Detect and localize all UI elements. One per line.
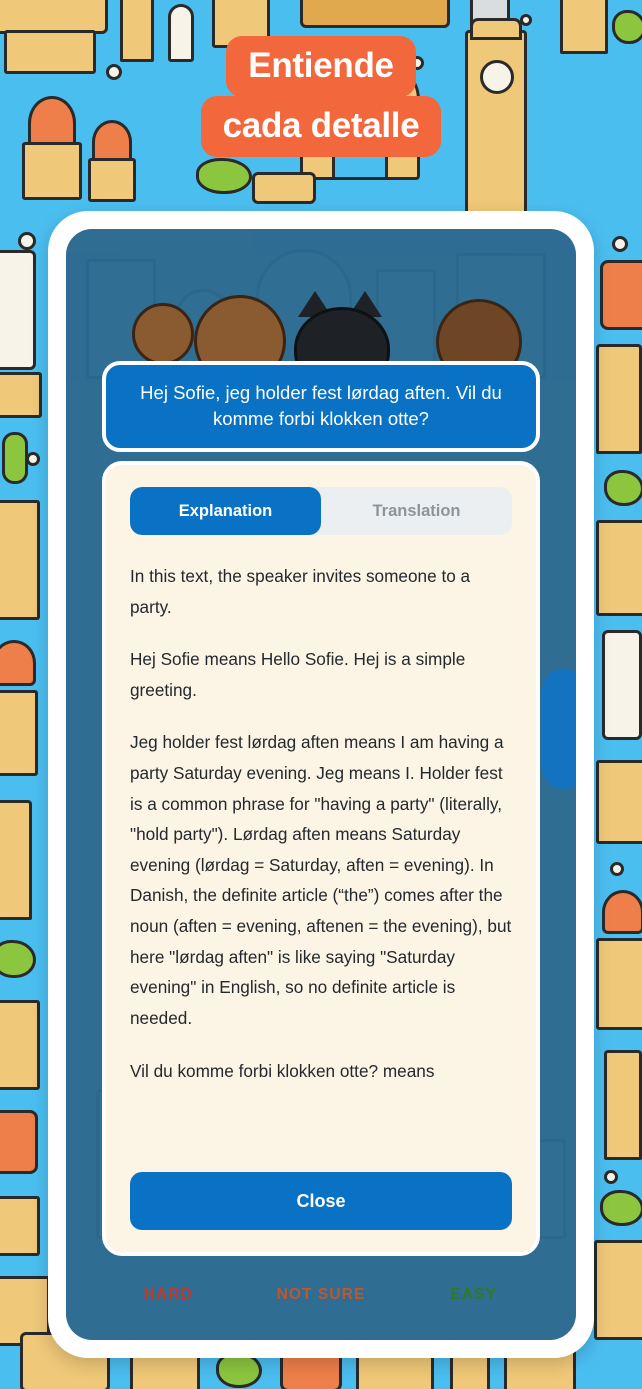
close-button[interactable]: Close (130, 1172, 512, 1230)
explanation-paragraph-1: In this text, the speaker invites someone to a party. (130, 566, 471, 617)
answer-easy[interactable]: EASY (450, 1286, 497, 1303)
explanation-body (130, 561, 512, 1160)
bear-avatar-left (132, 303, 194, 365)
tab-explanation[interactable]: Explanation (130, 487, 321, 535)
answer-button-row (66, 1286, 576, 1304)
app-screen (66, 229, 576, 1340)
explanation-paragraph-3: Jeg holder fest lørdag aften means I am having a party Saturday evening. Jeg means I. Holder fest is a common phrase for "having a party" (literally, "hold party"). Lørdag aften means Saturday evening (lørdag = Saturday, aften = evening). In Danish, the definite article (“the”) comes after the noun (aften = evening, aftenen = the evening), but here "lørdag aften" is like saying "Saturday evening" in English, so no definite article is needed. (130, 732, 512, 1028)
explanation-paragraph-2: Hej Sofie means Hello Sofie. Hej is a simple greeting. (130, 649, 466, 700)
tab-translation[interactable]: Translation (372, 501, 461, 520)
answer-not-sure[interactable]: NOT SURE (276, 1286, 366, 1303)
headline-line-2: cada detalle (205, 100, 438, 153)
explanation-card (102, 461, 540, 1256)
headline-line-1: Entiende (230, 40, 411, 93)
prompt-bubble (102, 361, 540, 452)
phone-frame (48, 211, 594, 1358)
prompt-text: Hej Sofie, jeg holder fest lørdag aften. Vil du komme forbi klokken otte? (140, 382, 502, 429)
answer-hard[interactable]: HARD (143, 1286, 193, 1303)
tab-bar (130, 487, 512, 535)
side-accent-pill (542, 669, 576, 789)
explanation-paragraph-4: Vil du komme forbi klokken otte? means (130, 1060, 435, 1081)
